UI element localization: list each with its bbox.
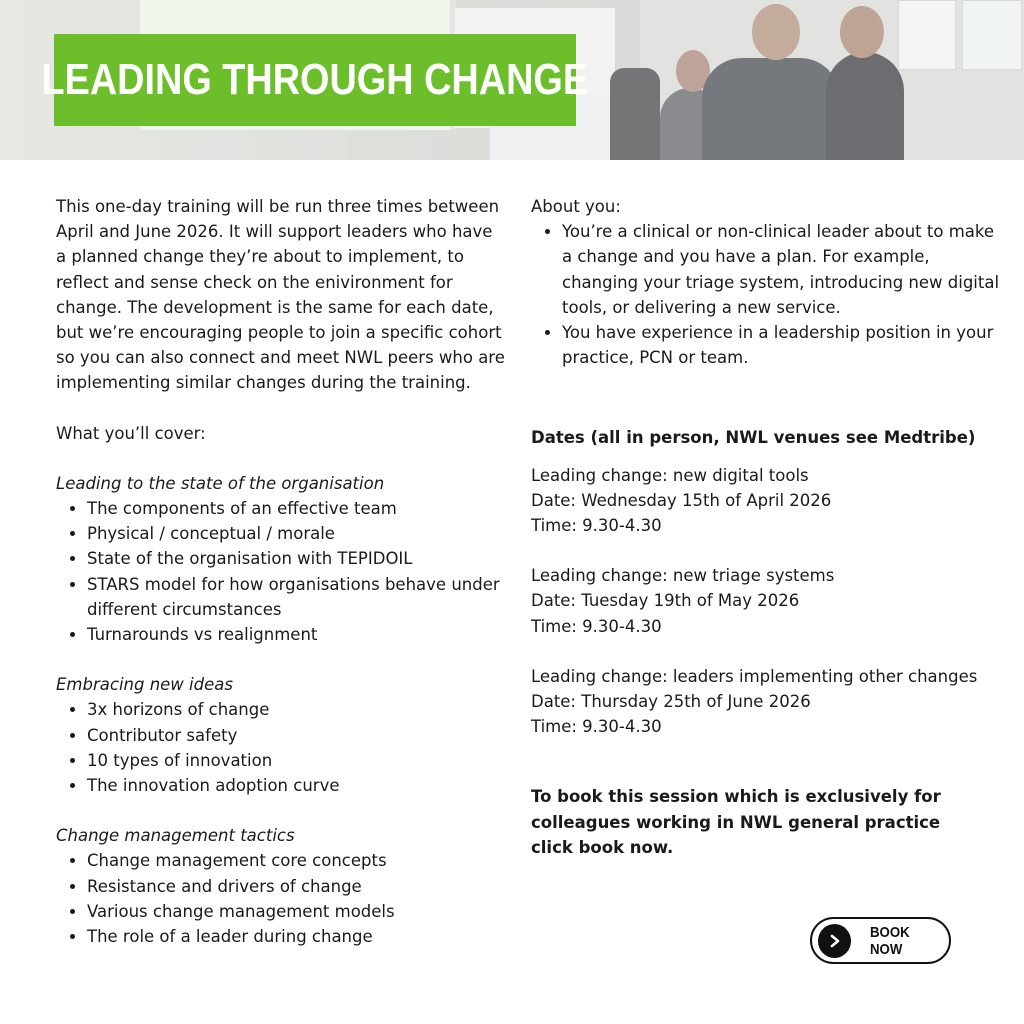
cover-heading: What you’ll cover: [56, 423, 206, 443]
list-item: • State of the organisation with TEPIDOIL [87, 546, 506, 571]
section-title: Embracing new ideas [56, 675, 233, 695]
about-heading: About you: [531, 197, 621, 216]
list-item: • Contributor safety [87, 723, 506, 748]
session-block [531, 664, 1001, 740]
page-title: LEADING THROUGH CHANGE [41, 55, 589, 104]
list-item: • Turnarounds vs realignment [87, 622, 506, 647]
right-column [531, 194, 1001, 860]
dates-heading: Dates (all in person, NWL venues see Medtribe) [531, 428, 976, 448]
session-name: Leading change: new digital tools [531, 465, 809, 485]
list-item: • Change management core concepts [87, 848, 506, 873]
left-column [56, 194, 506, 949]
list-item: • Various change management models [87, 899, 506, 924]
list-item: • 10 types of innovation [87, 748, 506, 773]
list-item: • STARS model for how organisations behave under different circumstances [87, 572, 506, 622]
list-item: • 3x horizons of change [87, 697, 506, 722]
chevron-right-icon [818, 924, 851, 958]
section-title: Leading to the state of the organisation [56, 473, 385, 493]
session-time: Time: 9.30-4.30 [531, 717, 662, 737]
session-time: Time: 9.30-4.30 [531, 516, 662, 536]
list-item: • The components of an effective team [87, 496, 506, 521]
book-now-button[interactable] [810, 917, 951, 964]
list-item: • You’re a clinical or non-clinical leader about to make a change and you have a plan. For example, changing your triage system, introducing new digital tools, or delivering a new service. [562, 219, 1001, 320]
section-list [56, 848, 506, 949]
section-list [56, 697, 506, 798]
section-list [56, 496, 506, 647]
session-date: Date: Thursday 25th of June 2026 [531, 692, 811, 712]
booking-text: To book this session which is exclusively for colleagues working in NWL general practice click book now. [531, 787, 941, 857]
session-date: Date: Tuesday 19th of May 2026 [531, 591, 800, 611]
session-name: Leading change: leaders implementing other changes [531, 666, 978, 686]
list-item: • Physical / conceptual / morale [87, 521, 506, 546]
list-item: • The role of a leader during change [87, 924, 506, 949]
session-time: Time: 9.30-4.30 [531, 616, 662, 636]
section-title: Change management tactics [56, 826, 295, 846]
about-list [531, 219, 1001, 370]
book-now-label: BOOK NOW [870, 923, 910, 958]
session-block [531, 463, 1001, 539]
list-item: • You have experience in a leadership position in your practice, PCN or team. [562, 320, 1001, 370]
intro-paragraph: This one-day training will be run three times between April and June 2026. It will support leaders who have a planned change they’re about to implement, to reflect and sense check on the enivironment for change. The development is the same for each date, but we’re encouraging people to join a specific cohort so you can also connect and meet NWL peers who are implementing similar changes during the training. [56, 197, 505, 393]
session-block [531, 563, 1001, 639]
title-banner [41, 34, 589, 126]
session-date: Date: Wednesday 15th of April 2026 [531, 490, 832, 510]
list-item: • The innovation adoption curve [87, 773, 506, 798]
list-item: • Resistance and drivers of change [87, 874, 506, 899]
session-name: Leading change: new triage systems [531, 566, 835, 586]
